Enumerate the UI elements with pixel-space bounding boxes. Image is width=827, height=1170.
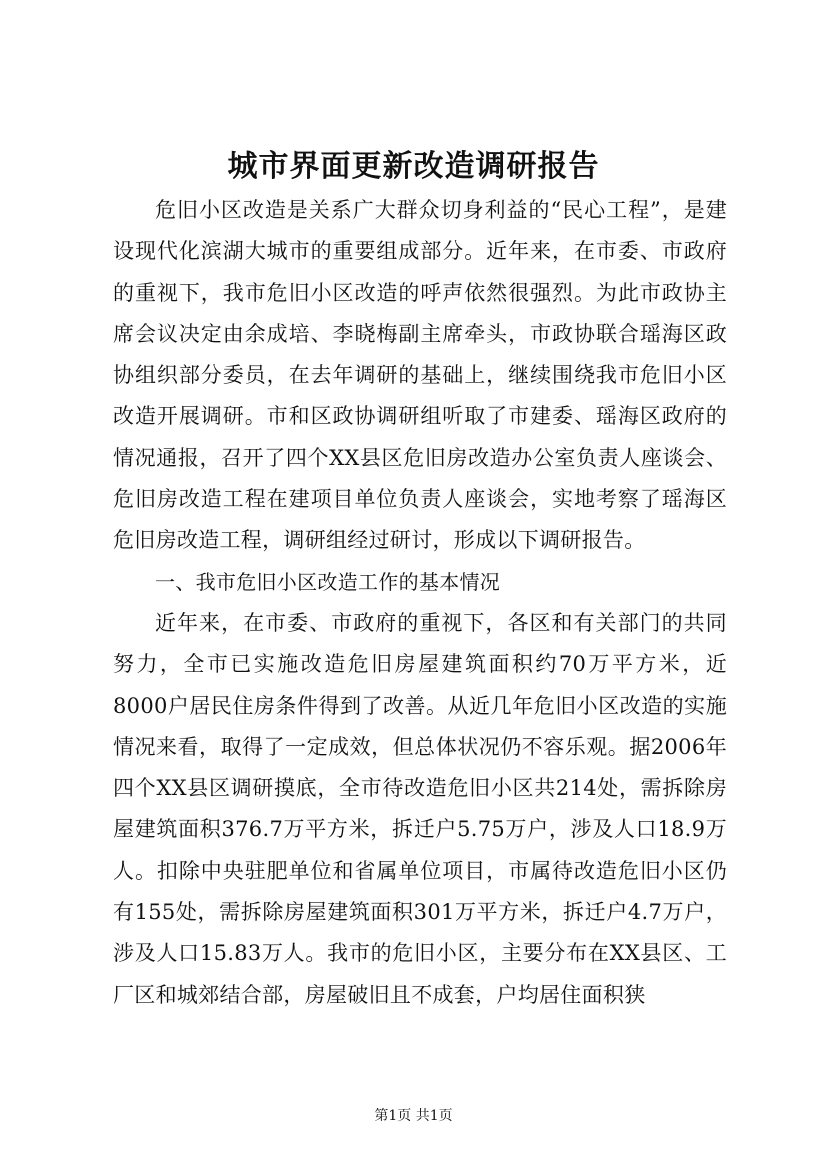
intro-paragraph: 危旧小区改造是关系广大群众切身利益的“民心工程”，是建设现代化滨湖大城市的重要组成部分。近年来，在市委、市政府的重视下，我市危旧小区改造的呼声依然很强烈。为此市政协主席会议决定由余成培、李晓梅副主席牵头，市政协联合瑶海区政协组织部分委员，在去年调研的基础上，继续围绕我市危旧小区改造开展调研。市和区政协调研组听取了市建委、瑶海区政府的情况通报，召开了四个XX县区危旧房改造办公室负责人座谈会、危旧房改造工程在建项目单位负责人座谈会，实地考察了瑶海区危旧房改造工程，调研组经过研讨，形成以下调研报告。 <box>113 198 727 553</box>
document-body <box>113 190 727 1016</box>
section-paragraph: 近年来，在市委、市政府的重视下，各区和有关部门的共同努力，全市已实施改造危旧房屋建筑面积约70万平方米，近8000户居民住房条件得到了改善。从近几年危旧小区改造的实施情况来看，取得了一定成效，但总体状况仍不容乐观。据2006年四个XX县区调研摸底，全市待改造危旧小区共214处，需拆除房屋建筑面积376.7万平方米，拆迁户5.75万户，涉及人口18.9万人。扣除中央驻肥单位和省属单位项目，市属待改造危旧小区仍有155处，需拆除房屋建筑面积301万平方米，拆迁户4.7万户，涉及人口15.83万人。我市的危旧小区，主要分布在XX县区、工厂区和城郊结合部，房屋破旧且不成套，户均居住面积狭 <box>113 610 727 1007</box>
page-footer: 第1页 共1页 <box>374 1108 453 1124</box>
document-title: 城市界面更新改造调研报告 <box>227 149 600 184</box>
section-heading: 一、我市危旧小区改造工作的基本情况 <box>155 569 501 594</box>
